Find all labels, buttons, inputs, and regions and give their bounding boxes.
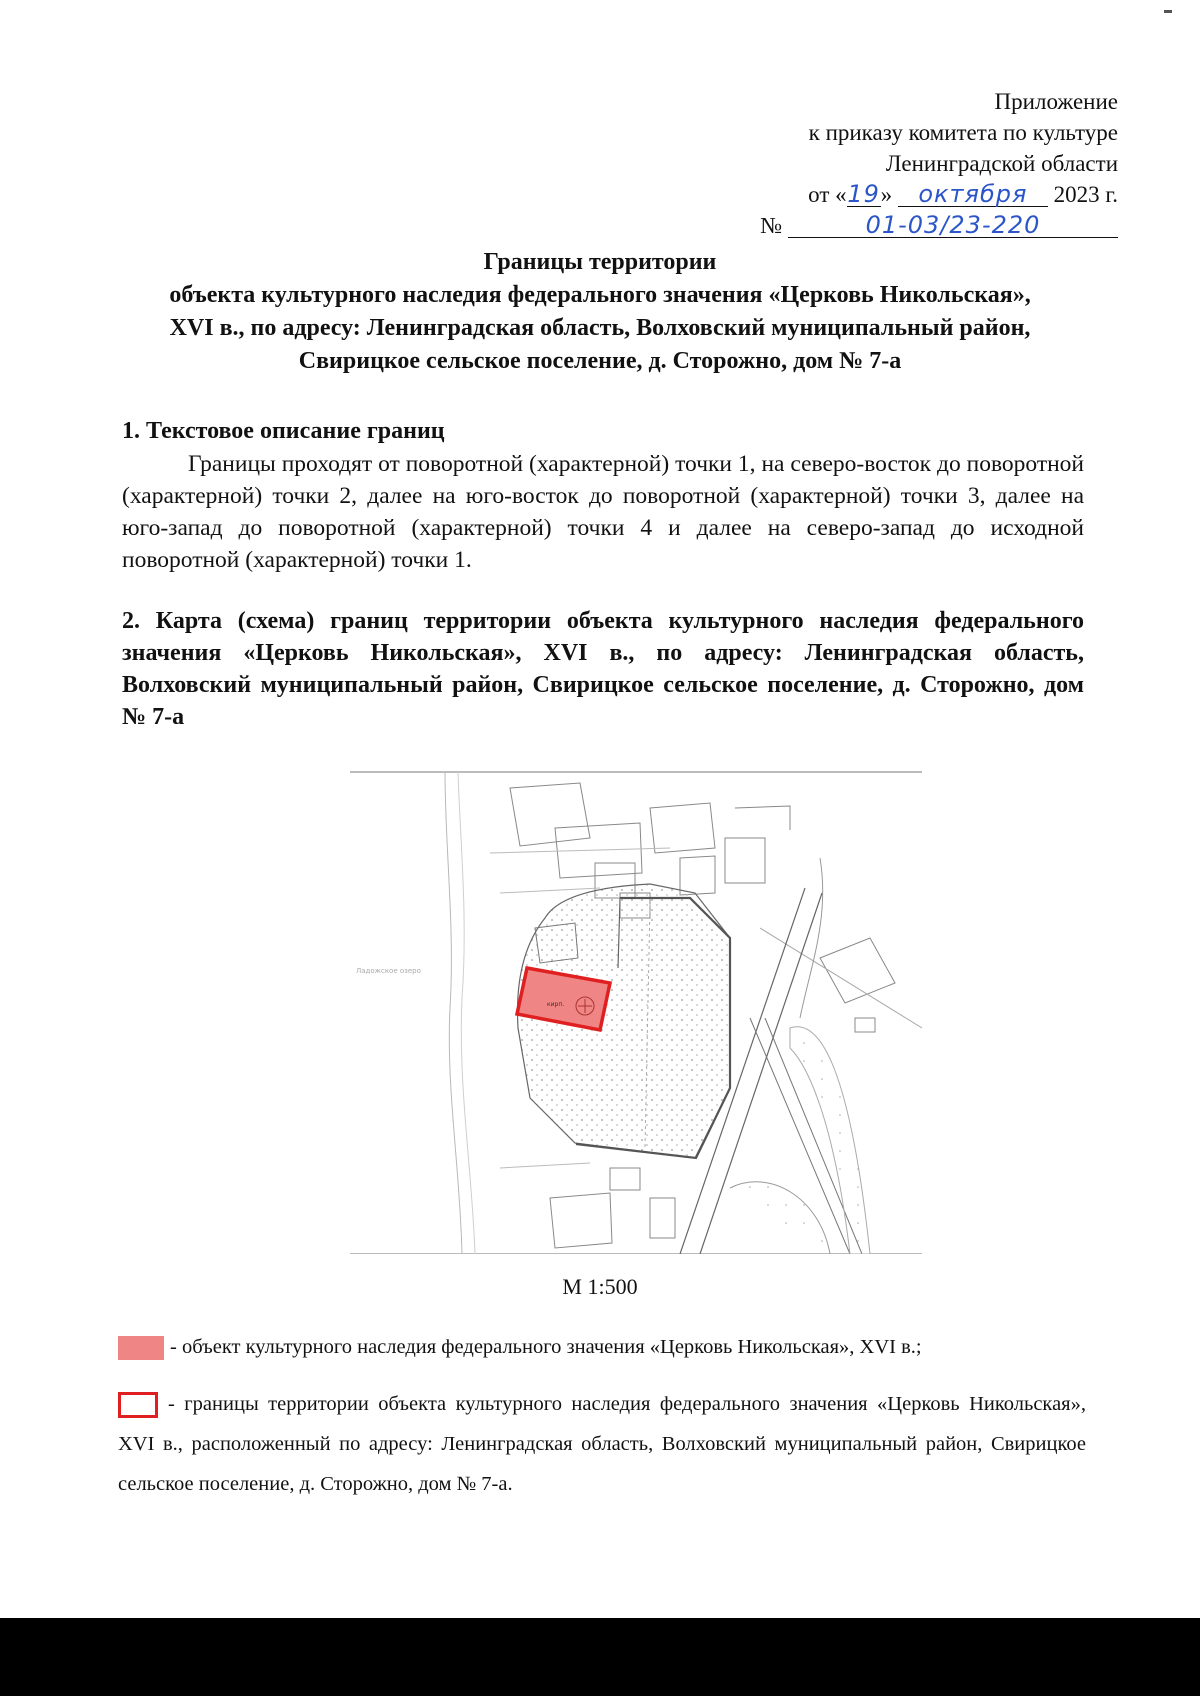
appendix-date (760, 179, 1118, 210)
date-month: октября (898, 182, 1048, 207)
legend-border-swatch (118, 1392, 158, 1418)
document-title (0, 246, 1200, 378)
church-object-label: кирп. (547, 1001, 565, 1008)
number-prefix: № (760, 213, 783, 238)
scan-bottom-edge (0, 1618, 1200, 1696)
title-line-2: объекта культурного наследия федерального значения «Церковь Никольская», (169, 282, 1031, 308)
date-day: 19 (847, 180, 880, 208)
title-line-4: Свирицкое сельское поселение, д. Сторожно, дом № 7-а (298, 348, 902, 374)
legend-fill-swatch (118, 1336, 164, 1360)
boundary-map (350, 768, 922, 1254)
appendix-title: Приложение (994, 89, 1118, 114)
title-line-1: Границы территории (483, 249, 717, 275)
legend-item-boundary-text: - границы территории объекта культурного наследия федерального значения «Церковь Никольская», XVI в., расположенный по адресу: Ленинградская область, Волховский муниципальный район, Свирицкое сельское поселение, д. Сторожно, дом № 7-а. (118, 1393, 1086, 1495)
map-scale: М 1:500 (562, 1274, 638, 1299)
section-1-heading: 1. Текстовое описание границ (122, 418, 445, 444)
section-1-text: Границы проходят от поворотной (характерной) точки 1, на северо-восток до поворотной (характерной) точки 2, далее на юго-восток до поворотной (характерной) точки 3, далее на юго-запад до поворотной (характерной) точки 4 и далее на северо-запад до исходной поворотной (характерной) точки 1. (122, 451, 1084, 573)
appendix-block (760, 86, 1118, 241)
appendix-order: к приказу комитета по культуре (808, 120, 1118, 145)
appendix-number (760, 210, 1118, 241)
lake-label: Ладожское озеро (356, 967, 421, 975)
scan-mark (1164, 10, 1172, 13)
date-mid: » (880, 182, 893, 207)
section-2-heading: 2. Карта (схема) границ территории объекта культурного наследия федерального значения «Церковь Никольская», XVI в., по адресу: Ленинградская область, Волховский муниципальный район, Свирицкое сельское поселение, д. Сторожно, дом № 7-а (122, 608, 1084, 730)
map-drawing (350, 768, 922, 1254)
title-line-3: XVI в., по адресу: Ленинградская область, Волховский муниципальный район, (169, 315, 1031, 341)
number-value: 01-03/23-220 (788, 213, 1118, 238)
legend-item-object (118, 1336, 922, 1360)
legend-item-object-text: - объект культурного наследия федерального значения «Церковь Никольская», XVI в.; (170, 1336, 922, 1358)
date-prefix: от « (808, 182, 847, 207)
appendix-region: Ленинградской области (885, 151, 1118, 176)
date-year: 2023 г. (1053, 182, 1118, 207)
legend-item-boundary (118, 1384, 1086, 1504)
